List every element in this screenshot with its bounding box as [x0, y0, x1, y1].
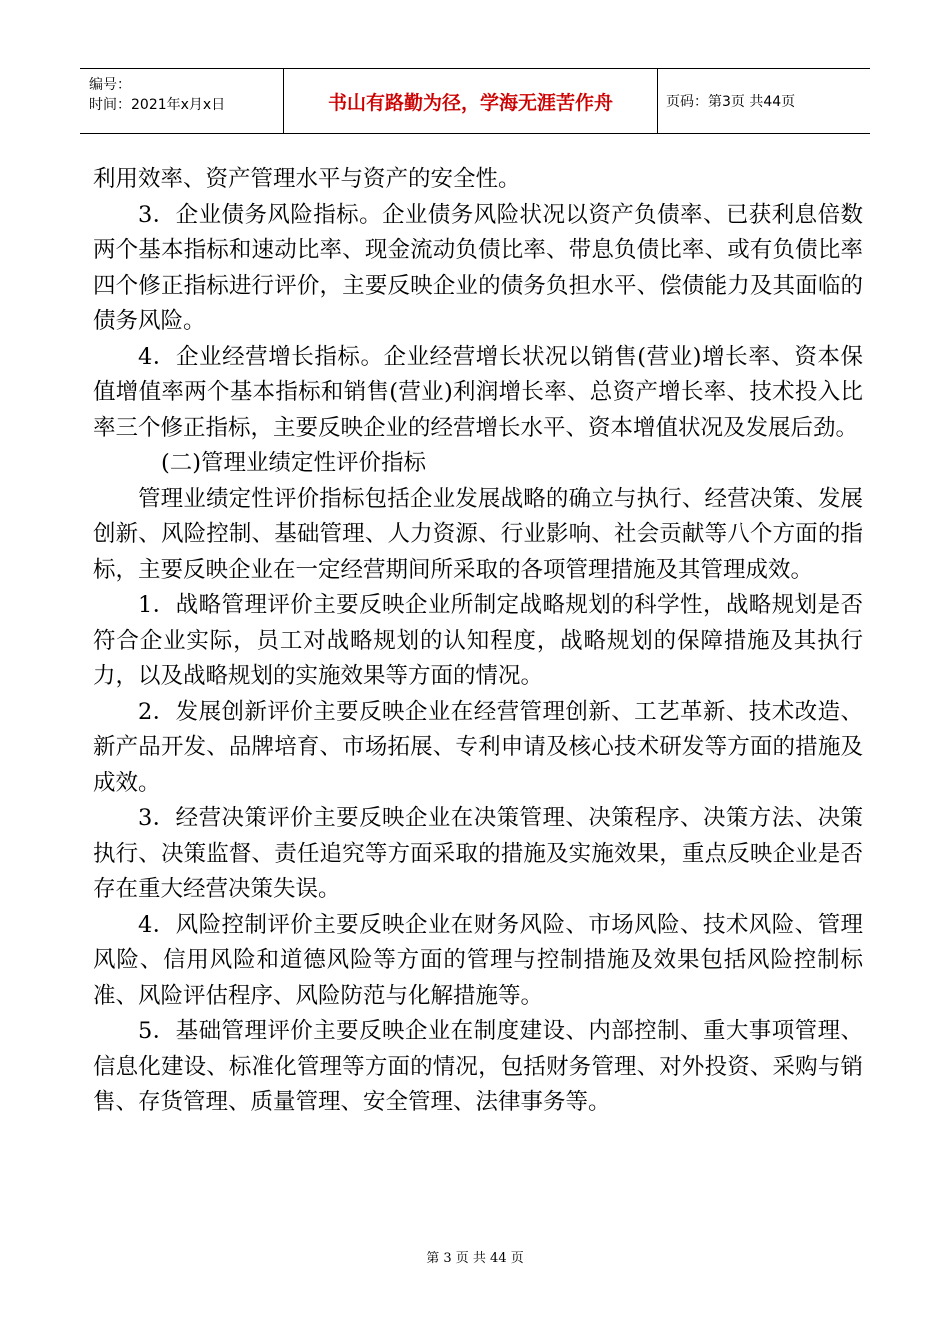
page-header	[80, 68, 870, 134]
header-page-code: 页码：第3页 共44页	[666, 94, 796, 110]
header-number-label: 编号：	[89, 77, 131, 93]
section-heading: (二)管理业绩定性评价指标	[161, 450, 427, 476]
paragraph: 4．风险控制评价主要反映企业在财务风险、市场风险、技术风险、管理风险、信用风险和道德风险等方面的管理与控制措施及效果包括风险控制标准、风险评估程序、风险防范与化解措施等。	[93, 911, 863, 1009]
paragraph: 1．战略管理评价主要反映企业所制定战略规划的科学性，战略规划是否符合企业实际，员工对战略规划的认知程度，战略规划的保障措施及其执行力，以及战略规划的实施效果等方面的情况。	[93, 592, 863, 689]
paragraph: 利用效率、资产管理水平与资产的安全性。	[93, 166, 521, 192]
header-motto: 书山有路勤为径，学海无涯苦作舟	[284, 69, 658, 133]
paragraph: 3．经营决策评价主要反映企业在决策管理、决策程序、决策方法、决策执行、决策监督、责任追究等方面采取的措施及实施效果，重点反映企业是否存在重大经营决策失误。	[93, 805, 863, 902]
paragraph: 管理业绩定性评价指标包括企业发展战略的确立与执行、经营决策、发展创新、风险控制、基础管理、人力资源、行业影响、社会贡献等八个方面的指标，主要反映企业在一定经营期间所采取的各项管理措施及其管理成效。	[93, 485, 863, 583]
header-meta	[80, 69, 284, 133]
paragraph: 3．企业债务风险指标。企业债务风险状况以资产负债率、已获利息倍数两个基本指标和速动比率、现金流动负债比率、带息负债比率、或有负债比率四个修正指标进行评价，主要反映企业的债务负担水平、偿债能力及其面临的债务风险。	[93, 201, 863, 334]
header-time-label: 时间：2021年x月x日	[89, 97, 226, 113]
document-body	[93, 162, 863, 1121]
page-footer: 第 3 页 共 44 页	[426, 1251, 524, 1266]
paragraph: 4．企业经营增长指标。企业经营增长状况以销售(营业)增长率、资本保值增值率两个基本指标和销售(营业)利润增长率、总资产增长率、技术投入比率三个修正指标，主要反映企业的经营增长水平、资本增值状况及发展后劲。	[93, 343, 863, 441]
paragraph: 2．发展创新评价主要反映企业在经营管理创新、工艺革新、技术改造、新产品开发、品牌培育、市场拓展、专利申请及核心技术研发等方面的措施及成效。	[93, 698, 863, 796]
paragraph: 5．基础管理评价主要反映企业在制度建设、内部控制、重大事项管理、信息化建设、标准化管理等方面的情况，包括财务管理、对外投资、采购与销售、存货管理、质量管理、安全管理、法律事务等。	[93, 1018, 863, 1115]
